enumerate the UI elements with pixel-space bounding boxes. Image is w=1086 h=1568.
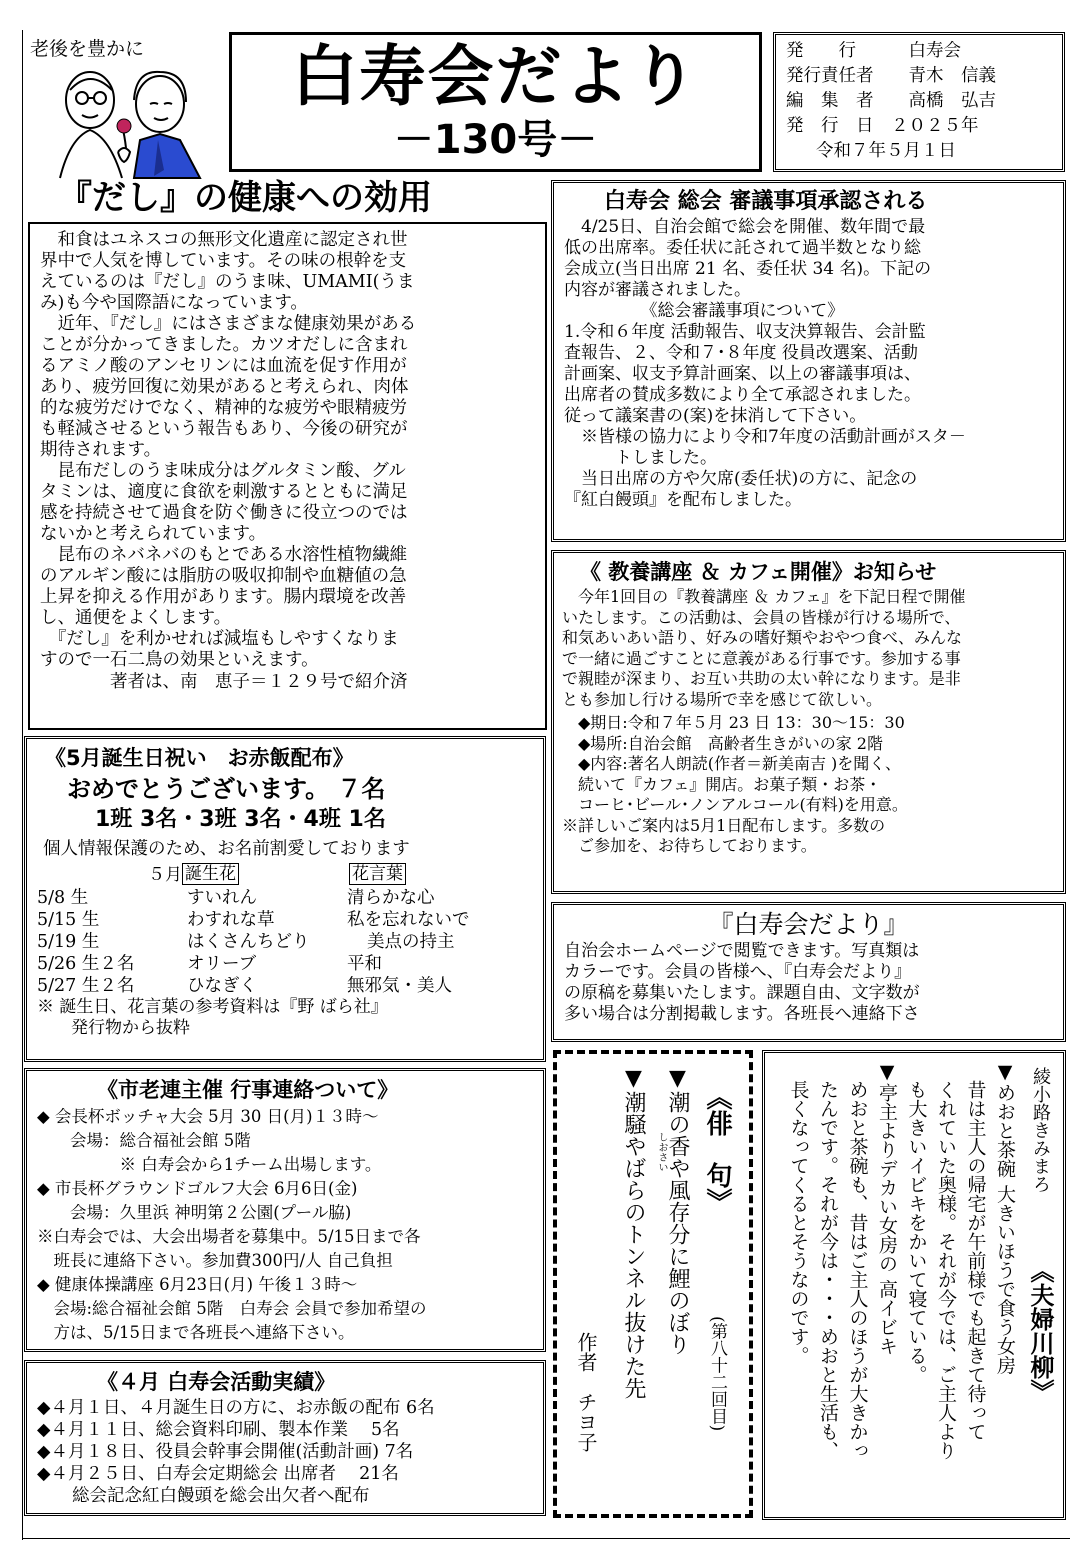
dashi-author: 著者は、南 恵子＝１２９号で紹介済 xyxy=(110,672,408,692)
birthday-table-header xyxy=(37,863,533,887)
title-box xyxy=(229,32,762,172)
editor-row: 編 集 者 高橋 弘吉 xyxy=(786,91,996,111)
chief-row: 発行責任者 青木 信義 xyxy=(786,66,996,86)
birthday-row: 5/8 生 すいれん 清らかな心 xyxy=(37,888,435,908)
activity-body: ◆４月１日、４月誕生日の方に、お赤飯の配布 6名 ◆４月１１日、総会資料印刷、製本作業 5名 ◆４月１８日、役員会幹事会開催(活動計画) 7名 ◆４月２５日、白寿会定期総会 出席者 21名 総会記念紅白饅頭を総会出欠者へ配布 xyxy=(37,1398,435,1506)
birthday-congrats: おめでとうございます。 ７名 xyxy=(67,775,386,803)
haiku-issue: (第八十二回目) xyxy=(707,1316,727,1432)
haiku-title: 《俳 句》 xyxy=(702,1084,732,1214)
senryu-title: 《夫婦川柳》 xyxy=(1026,1259,1054,1403)
publisher-row: 発 行 白寿会 xyxy=(786,41,961,61)
city-events-box xyxy=(24,1068,546,1352)
haiku-box xyxy=(553,1050,753,1518)
haiku-furigana: しおさい xyxy=(656,1132,667,1172)
haiku-line-2: ▼潮騒やばらのトンネル抜けた先 xyxy=(621,1066,646,1399)
publisher-box xyxy=(773,32,1065,172)
haiku-line-1: ▼潮の香や風存分に鯉のぼり xyxy=(665,1066,690,1355)
senryu-box xyxy=(762,1050,1066,1520)
birthday-box xyxy=(24,736,546,1062)
city-events-title: 《市老連主催 行事連絡ついて》 xyxy=(97,1078,399,1102)
header-month: ５月 xyxy=(148,865,182,885)
elderly-couple-illustration xyxy=(30,60,210,180)
dashi-title: 『だし』の健康への効用 xyxy=(58,178,432,218)
newsletter-notice-title: 『白寿会だより』 xyxy=(708,910,909,939)
birthday-note: ※ 誕生日、花言葉の参考資料は『野 ばら社』 発行物から抜粋 xyxy=(37,997,388,1038)
page-left-rule xyxy=(22,30,23,1540)
dashi-article xyxy=(28,222,547,730)
culture-cafe-title: 《 教養講座 ＆ カフェ開催》お知らせ xyxy=(580,560,937,584)
birthday-row: 5/19 生 はくさんちどり 美点の持主 xyxy=(37,932,455,952)
culture-cafe-details: ◆期日:令和７年５月 23 日 13：30～15：30 ◆場所:自治会館 高齢者生きがいの家 2階 ◆内容:著名人朗読(作者＝新美南吉 )を聞く、 続いて『カフェ』開店。お菓子類・お茶・ コーヒ･ビール･ノンアルコール(有料)を用意。 ※詳しいご案内は5月1日配布します。多数の ご参加を、お待ちしております。 xyxy=(562,713,908,855)
motto: 老後を豊かに xyxy=(30,38,145,60)
birthday-privacy: 個人情報保護のため、お名前割愛しております xyxy=(43,839,410,859)
newsletter-notice-body: 自治会ホームページで閲覧できます。写真類は カラーです。会員の皆様へ、『白寿会だより』 の原稿を募集いたします。課題自由、文字数が 多い場合は分割掲載します。各班長へ連絡下さ xyxy=(564,941,920,1024)
birthday-row: 5/15 生 わすれな草 私を忘れないで xyxy=(37,910,470,930)
newsletter-notice-box xyxy=(551,902,1066,1042)
senryu-text: ▼めおと茶碗 大きいほうで食う女房 昔は主人の帰宅が午前様でも起きて待って くれていた奥様。それが今では、ご主人より も大きいイビキをかいて寝ている。 ▼亭主よりデカい女房の 高イビキ めおと茶碗も、昔はご主人のほうが大きかっ たんです。それが今は・・・めおと生活も、 長くなってくるとそうなのです。 xyxy=(787,1061,1016,1460)
newsletter-title: 白寿会だより xyxy=(291,38,700,115)
birthday-row: 5/26 生２名 オリーブ 平和 xyxy=(37,954,382,974)
general-meeting-box xyxy=(551,180,1066,542)
city-events-body: ◆ 会長杯ボッチャ大会 5月 30 日(月)１３時～ 会場：総合福祉会館 5階 ※ 白寿会から1チーム出場します。 ◆ 市長杯グラウンドゴルフ大会 6月6日(金) 会場：久里浜 神明第２公園(プール脇) ※白寿会では、大会出場者を募集中。5/15日まで各 班長に連絡下さい。参加費300円/人 自己負担 ◆ 健康体操講座 6月23日(月) 午後１３時～ 会場:総合福祉会館 5階 白寿会 会員で参加希望の 方は、5/15日まで各班長へ連絡下さい。 xyxy=(37,1107,427,1342)
haiku-author: 作者 チヨ子 xyxy=(574,1332,598,1452)
general-meeting-body: 4/25日、自治会館で総会を開催、数年間で最 低の出席率。委任状に託されて過半数となり総 会成立(当日出席 21 名、委任状 34 名)。下記の 内容が審議されました。 《総会審議事項について》 1.令和６年度 活動報告、収支決算報告、会計監 査報告、２、令和７･８年度 役員改選案、活動 計画案、収支予算計画案、以上の審議事項は、 出席者の賛成多数により全て承認されました。 従って議案書の(案)を抹消して下さい。 ※皆様の協力により令和7年度の活動計画がスタ－ トしました。 当日出席の方や欠席(委任状)の方に、記念の 『紅白饅頭』を配布しました。 xyxy=(564,217,966,510)
general-meeting-title: 白寿会 総会 審議事項承認される xyxy=(604,189,928,214)
header-flower-language: 花言葉 xyxy=(349,863,406,885)
culture-cafe-body: 今年1回目の『教養講座 ＆ カフェ』を下記日程で開催 いたします。この活動は、会員の皆様が行ける場所で、 和気あいあい語り、好みの嗜好類やおやつ食べ、みんな で一緒に過ごすことに意義がある行事です。参加する事 で親睦が深まり、お互い共助の太い幹になります。是非 とも参加し行ける場所で幸を感じて欲しい。 xyxy=(562,587,966,709)
birthday-title: 《5月誕生日祝い お赤飯配布》 xyxy=(45,746,354,770)
birthday-table xyxy=(37,887,533,997)
dashi-body: 和食はユネスコの無形文化遺産に認定され世 界中で人気を博しています。その味の根幹を支 えているのは『だし』のうま味、UMAMI(うま み)も今や国際語になっています。 近年、『だし』にはさまざまな健康効果がある ことが分かってきました。カツオだしに含まれ るアミノ酸のアンセリンには血流を促す作用が あり、疲労回復に効果があると考えられ、肉体 的な疲労だけでなく、精神的な疲労や眼精疲労 も軽減させるという報告もあり、今後の研究が 期待されます。 昆布だしのうま味成分はグルタミン酸、グル タミンは、適度に食欲を刺激するとともに満足 感を持続させて過食を防ぐ働きに役立つのでは ないかと考えられています。 昆布のネバネバのもとである水溶性植物繊維 のアルギン酸には脂肪の吸収抑制や血糖値の急 上昇を抑える作用があります。腸内環境を改善 し、通便をよくします。 『だし』を利かせれば減塩もしやすくなりま すので一石二鳥の効果といえます。 xyxy=(40,230,417,670)
activity-title: 《４月 白寿会活動実績》 xyxy=(97,1370,336,1394)
issue-number: －130号－ xyxy=(393,117,598,163)
page-bottom-rule xyxy=(22,1538,1070,1539)
header-birth-flower: 誕生花 xyxy=(182,863,239,885)
activity-box xyxy=(24,1360,546,1516)
birthday-row: 5/27 生２名 ひなぎく 無邪気・美人 xyxy=(37,976,452,996)
birthday-groups: 1班 3名・3班 3名・4班 1名 xyxy=(95,807,386,832)
issue-date-row: 発 行 日 ２０２５年 xyxy=(786,116,979,136)
senryu-author: 綾小路きみまろ xyxy=(1030,1067,1051,1193)
issue-date-row-2: 令和７年５月１日 xyxy=(816,141,956,161)
culture-cafe-box xyxy=(551,550,1066,894)
